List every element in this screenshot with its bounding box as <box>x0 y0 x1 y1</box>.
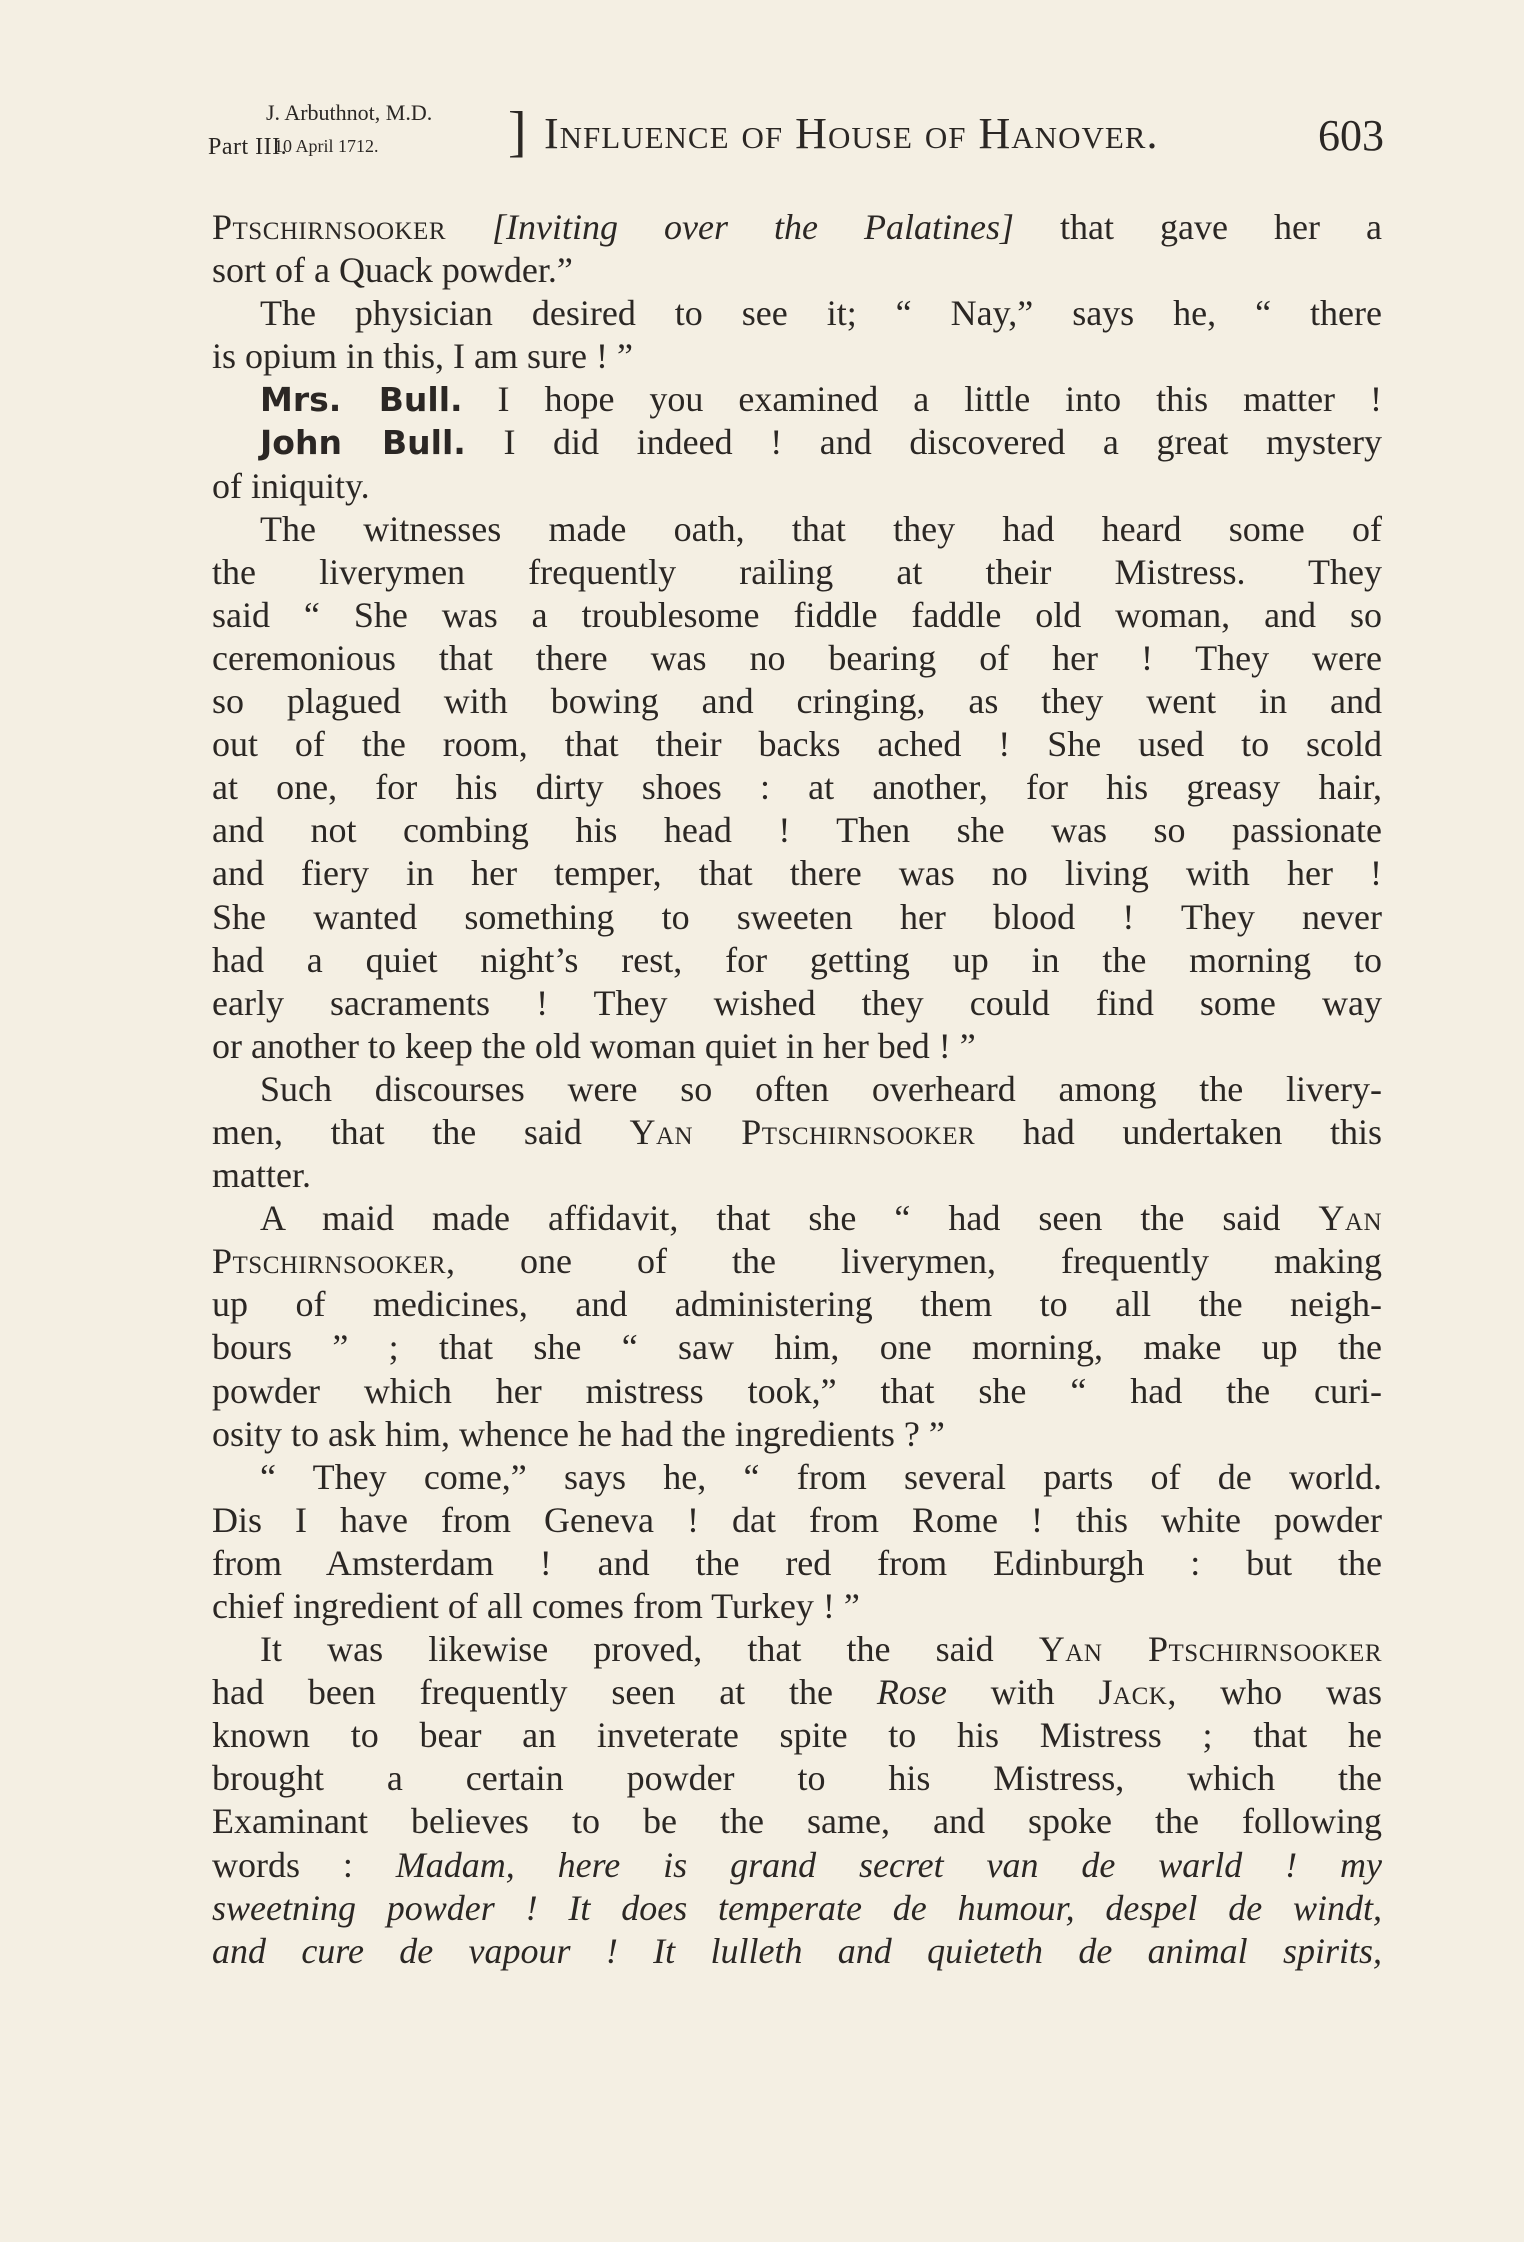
text-line: osity to ask him, whence he had the ingredients ? ” <box>212 1413 945 1454</box>
text-line <box>212 206 1382 249</box>
text-span: I hope you examined a little into this matter ! <box>462 379 1382 420</box>
speaker-name: Mrs. Bull. <box>260 380 463 420</box>
text-span: A maid made affidavit, that she “ had seen the said <box>260 1198 1319 1239</box>
character-name: Yan Ptschirnsooker <box>1038 1629 1382 1670</box>
text-line: and not combing his head ! Then she was so passionate <box>212 810 1382 851</box>
text-line <box>212 1628 1382 1671</box>
text-line: and fiery in her temper, that there was no living with her ! <box>212 853 1382 894</box>
header-author: J. Arbuthnot, M.D. <box>266 100 433 125</box>
text-line: and cure de vapour ! It lulleth and quieteth de animal spirits, <box>212 1930 1382 1971</box>
text-line: matter. <box>212 1155 311 1196</box>
text-line: sweetning powder ! It does temperate de humour, despel de windt, <box>212 1887 1382 1928</box>
text-line: at one, for his dirty shoes : at another, for his greasy hair, <box>212 767 1382 808</box>
character-name: Jack <box>1098 1672 1168 1713</box>
body-text <box>212 206 1382 1973</box>
text-line <box>212 1197 1382 1240</box>
text-line: out of the room, that their backs ached ! She used to scold <box>212 724 1382 765</box>
text-line: “ They come,” says he, “ from several parts of de world. <box>260 1456 1382 1497</box>
text-line: chief ingredient of all comes from Turkey ! ” <box>212 1586 860 1626</box>
text-span: I did indeed ! and discovered a great mystery <box>465 422 1383 463</box>
header-title: Influence of House of Hanover. <box>544 109 1159 158</box>
text-line <box>212 1240 1382 1283</box>
text-span: had been frequently seen at the <box>212 1672 877 1713</box>
text-line: of iniquity. <box>212 465 370 506</box>
header-part: Part III. <box>208 134 288 160</box>
text-line: early sacraments ! They wished they could find some way <box>212 982 1382 1023</box>
text-span: It was likewise proved, that the said <box>260 1629 1039 1670</box>
character-name: Ptschirnsooker <box>212 1241 446 1282</box>
text-line: The physician desired to see it; “ Nay,” says he, “ there <box>260 293 1382 334</box>
text-line: The witnesses made oath, that they had heard some of <box>260 508 1382 549</box>
text-line: powder which her mistress took,” that she “ had the curi- <box>212 1370 1382 1411</box>
text-line <box>212 1671 1382 1714</box>
place-name: Rose <box>876 1672 947 1713</box>
text-span: had undertaken this <box>975 1111 1382 1152</box>
text-line: the liverymen frequently railing at their Mistress. They <box>212 551 1382 592</box>
header-date: 10 April 1712. <box>274 136 379 156</box>
text-line <box>212 1844 1382 1887</box>
page-number: 603 <box>1318 111 1384 160</box>
text-line: Such discourses were so often overheard among the livery- <box>260 1068 1382 1109</box>
character-name: Yan <box>1318 1198 1382 1239</box>
speaker-name: John Bull. <box>260 423 466 463</box>
text-line: Dis I have from Geneva ! dat from Rome ! this white powder <box>212 1499 1382 1540</box>
text-line: had a quiet night’s rest, for getting up in the morning to <box>212 939 1382 980</box>
text-line: Examinant believes to be the same, and spoke the following <box>212 1801 1382 1842</box>
quoted-speech: Madam, here is grand secret van de warld ! my <box>395 1844 1382 1885</box>
text-line: or another to keep the old woman quiet in her bed ! ” <box>212 1025 976 1066</box>
text-line: brought a certain powder to his Mistress, which the <box>212 1758 1382 1799</box>
stage-direction: [Inviting over the Palatines] <box>492 207 1015 247</box>
text-span: , one of the liverymen, frequently making <box>446 1241 1382 1282</box>
text-line: She wanted something to sweeten her blood ! They never <box>212 896 1382 937</box>
running-header <box>208 96 1384 172</box>
text-line <box>212 421 1382 464</box>
text-line: known to bear an inveterate spite to his Mistress ; that he <box>212 1715 1382 1756</box>
text-line: so plagued with bowing and cringing, as they went in and <box>212 681 1382 722</box>
text-span: , who was <box>1167 1672 1382 1713</box>
header-bracket: ] <box>508 101 527 163</box>
text-line <box>212 378 1382 421</box>
text-span: men, that the said <box>212 1111 630 1152</box>
character-name: Ptschirnsooker <box>212 207 446 247</box>
character-name: Yan Ptschirnsooker <box>629 1111 976 1152</box>
text-line: sort of a Quack powder.” <box>212 250 573 291</box>
text-line: up of medicines, and administering them to all the neigh- <box>212 1284 1382 1325</box>
text-line <box>212 1111 1382 1154</box>
text-line: is opium in this, I am sure ! ” <box>212 336 633 377</box>
text-line: ceremonious that there was no bearing of her ! They were <box>212 637 1382 678</box>
text-line: from Amsterdam ! and the red from Edinburgh : but the <box>212 1542 1382 1583</box>
text-span: words : <box>212 1844 396 1885</box>
text-line: bours ” ; that she “ saw him, one morning, make up the <box>212 1327 1382 1368</box>
text-span: with <box>946 1672 1099 1713</box>
text-line: said “ She was a troublesome fiddle faddle old woman, and so <box>212 594 1382 635</box>
text-span: that gave her a <box>1014 207 1383 247</box>
